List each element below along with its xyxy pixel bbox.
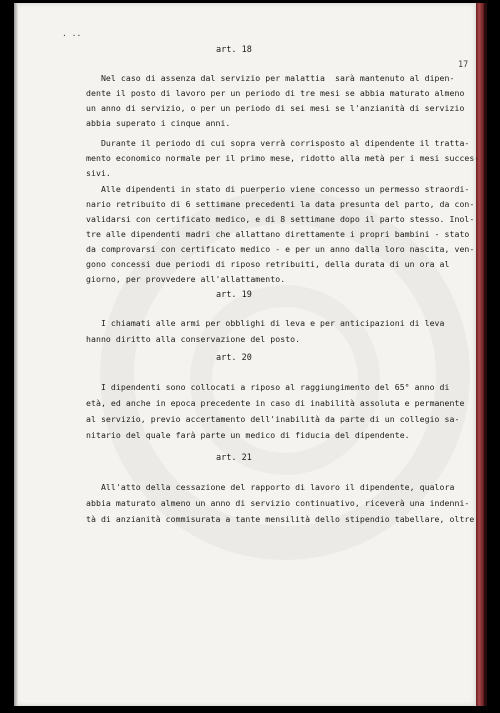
text-line: hanno diritto alla conservazione del posto. (86, 334, 301, 344)
corner-marks: · ·· (62, 31, 82, 40)
text-line: Alle dipendenti in stato di puerperio viene concesso un permesso straordi- (86, 184, 470, 194)
text-line: nario retribuito di 6 settimane precedenti la data presunta del parto, da con- (86, 199, 475, 209)
text-line: gono concessi due periodi di riposo retribuiti, della durata di un ora al (86, 259, 450, 269)
text-line: età, ed anche in epoca precedente in caso di inabilità assoluta e permanente (86, 398, 465, 408)
text-line: I chiamati alle armi per obblighi di leva e per anticipazioni di leva (86, 318, 445, 328)
text-line: un anno di servizio, o per un periodo di sei mesi se l'anzianità di servizio (86, 103, 465, 113)
text-line: Nel caso di assenza dal servizio per malattia sarà mantenuto al dipen- (86, 73, 455, 83)
article-heading: art. 19 (216, 290, 252, 300)
text-line: da comprovarsi con certificato medico - e per un anno dalla loro nascita, ven- (86, 244, 475, 254)
text-line: giorno, per provvedere all'allattamento. (86, 274, 286, 284)
text-line: All'atto della cessazione del rapporto di lavoro il dipendente, qualora (86, 482, 455, 492)
book-spine (476, 3, 484, 706)
page-number: 17 (458, 60, 469, 70)
book-spine-edge (484, 3, 487, 706)
text-line: dente il posto di lavoro per un periodo di tre mesi se abbia maturato almeno (86, 88, 465, 98)
text-line: tre alle dipendenti madri che allattano direttamente i propri bambini - stato (86, 229, 470, 239)
text-line: sivi. (86, 168, 111, 178)
text-line: I dipendenti sono collocati a riposo al raggiungimento del 65° anno di (86, 382, 450, 392)
page-binding-edge (14, 3, 18, 706)
text-line: al servizio, previo accertamento dell'inabilità da parte di un collegio sa- (86, 414, 460, 424)
text-line: mento economico normale per il primo mese, ridotto alla metà per i mesi succes- (86, 153, 480, 163)
text-line: validarsi con certificato medico, e di 8 settimane dopo il parto stesso. Inol- (86, 214, 475, 224)
article-heading: art. 18 (216, 45, 252, 55)
text-line: nitario del quale farà parte un medico di fiducia del dipendente. (86, 430, 410, 440)
article-heading: art. 21 (216, 453, 252, 463)
article-heading: art. 20 (216, 353, 252, 363)
text-line: abbia maturato almeno un anno di servizio continuativo, riceverà una indenni- (86, 498, 470, 508)
text-line: tà di anzianità commisurata a tante mensilità dello stipendio tabellare, oltre (86, 514, 475, 524)
text-line: abbia superato i cinque anni. (86, 118, 231, 128)
text-line: Durante il periodo di cui sopra verrà corrisposto al dipendente il tratta- (86, 138, 470, 148)
watermark-inner-circle (190, 285, 380, 475)
